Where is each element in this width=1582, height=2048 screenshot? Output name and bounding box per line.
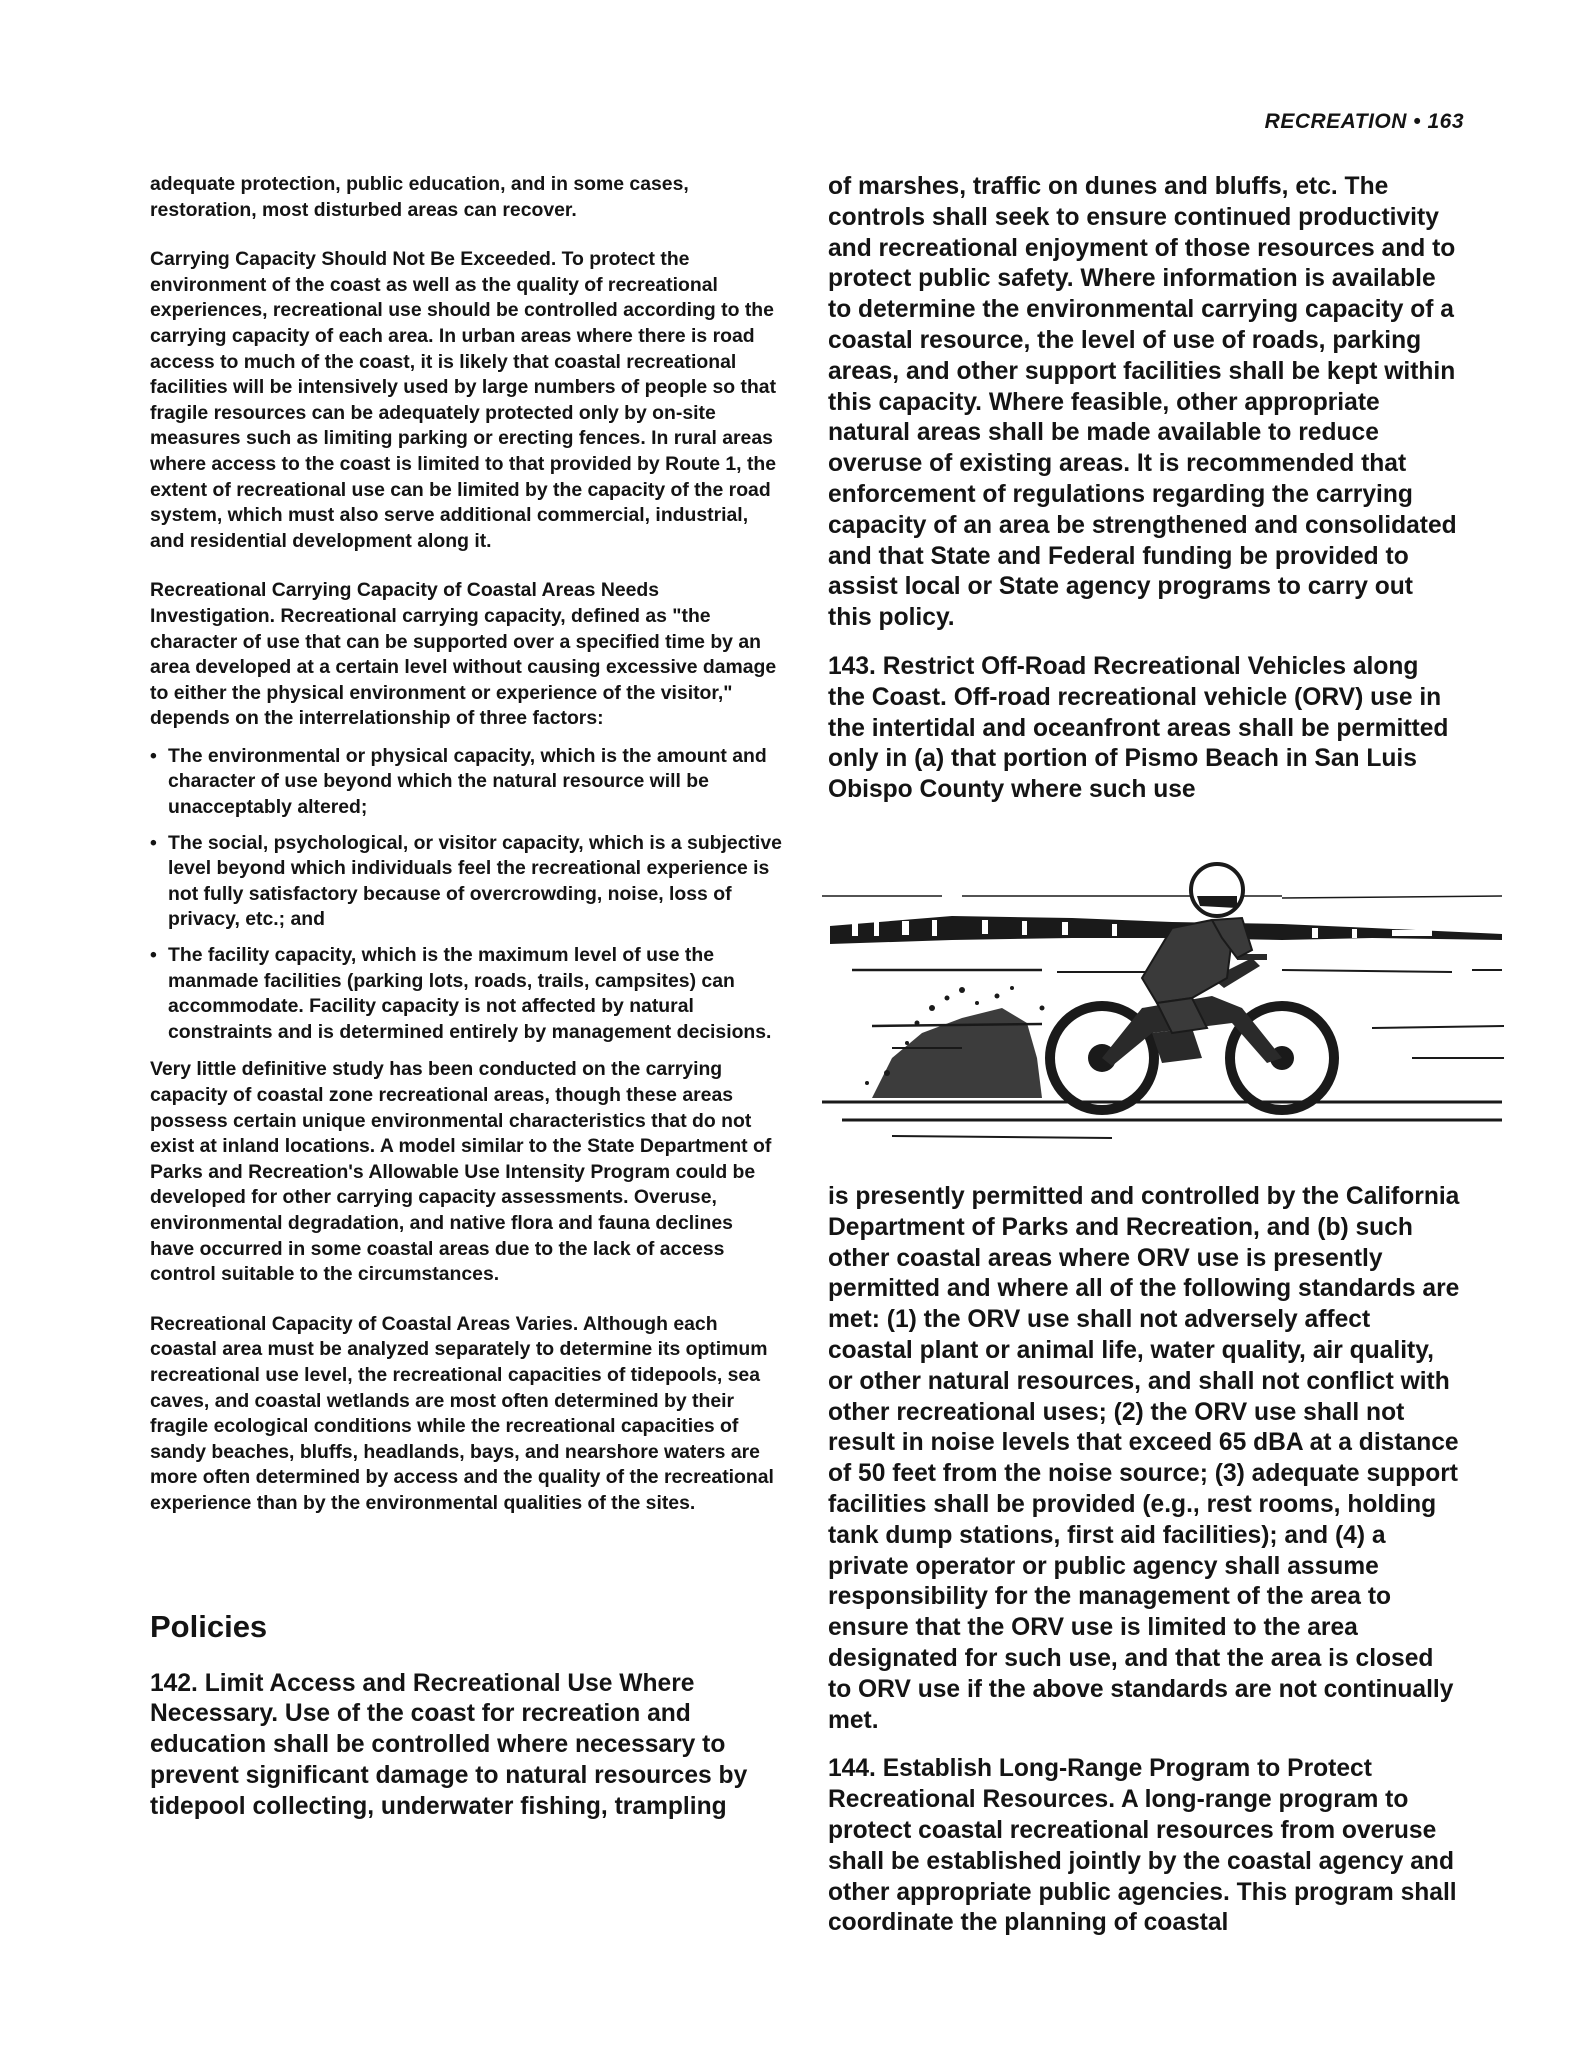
section-heading: Recreational Capacity of Coastal Areas Varies. xyxy=(150,1312,579,1335)
policy-143-continued: is presently permitted and controlled by the California Department of Parks and Recreation, and (b) such other coastal areas where ORV use is presently permitted and where all of the following standards are met: (1) the ORV use shall not adversely affect coastal plant or animal life, water quality, air quality, or other natural resources, and shall not conflict with other recreational uses; (2) the ORV use shall not result in noise levels that exceed 65 dBA at a distance of 50 feet from the noise source; (3) adequate support facilities shall be provided (e.g., rest rooms, holding tank dump stations, first aid facilities); and (4) a private operator or public agency shall assume responsibility for the management of the area to ensure that the ORV use is limited to the area designated for such use, and that the area is closed to ORV use if the above standards are not continually met. xyxy=(828,1183,1460,1734)
policy-142-continued: of marshes, traffic on dunes and bluffs, etc. The controls shall seek to ensure continued productivity and recreational enjoyment of those resources and to protect public safety. Where information is available to determine the environmental carrying capacity of a coastal resource, the level of use of roads, parking areas, and other support facilities shall be kept within this capacity. Where feasible, other appropriate natural areas shall be made available to reduce overuse of existing areas. It is recommended that enforcement of regulations regarding the carrying capacity of an area be strengthened and consolidated and that State and Federal funding be provided to assist local or State agency programs to carry out this policy. xyxy=(828,173,1457,632)
paragraph-carrying-capacity xyxy=(150,247,782,554)
policy-142 xyxy=(150,1669,782,1823)
policy-body: A long-range program to protect coastal recreational resources from overuse shall be established jointly by the coastal agency and other appropriate public agencies. This program shall coordinate the planning of coastal xyxy=(828,1786,1457,1937)
section-body: To protect the environment of the coast as well as the quality of recreational experiences, recreational use should be controlled according to the carrying capacity of each area. In urban areas where there is road access to much of the coast, it is likely that coastal recreational facilities will be intensively used by large numbers of people so that fragile resources can be adequately protected only by on-site measures such as limiting parking or erecting fences. In rural areas where access to the coast is limited to that provided by Route 1, the extent of recreational use can be limited by the capacity of the road system, which must also serve additional commercial, industrial, and residential development along it. xyxy=(150,248,777,552)
section-body: Recreational carrying capacity, defined as "the character of use that can be supported over a specified time by an area developed at a certain level without causing excessive damage to either the physical environment or experience of the visitor," depends on the interrelationship of three factors: xyxy=(150,604,777,730)
list-item xyxy=(150,831,782,933)
motorcycle-illustration xyxy=(812,858,1504,1158)
running-head: RECREATION • 163 xyxy=(1264,110,1464,133)
section-heading: Carrying Capacity Should Not Be Exceeded. xyxy=(150,248,557,271)
list-item xyxy=(150,943,782,1045)
policy-143 xyxy=(828,652,1460,806)
paragraph-intro: adequate protection, public education, and in some cases, restoration, most disturbed areas can recover. xyxy=(150,173,689,221)
paragraph-definitive-study: Very little definitive study has been conducted on the carrying capacity of coastal zone recreational areas, though these areas possess certain unique environmental characteristics that do not exist at inland locations. A model similar to the State Department of Parks and Recreation's Allowable Use Intensity Program could be developed for other carrying capacity assessments. Overuse, environmental degradation, and native flora and fauna declines have occurred in some coastal areas due to the lack of access control suitable to the circumstances. xyxy=(150,1058,772,1286)
policy-body: Use of the coast for recreation and education shall be controlled where necessary to prevent significant damage to natural resources by tidepool collecting, underwater fishing, trampling xyxy=(150,1700,748,1820)
right-column xyxy=(828,172,1460,806)
bullet-icon: • xyxy=(150,744,157,767)
list-item-text: The environmental or physical capacity, which is the amount and character of use beyond which the natural resource will be unacceptably altered; xyxy=(168,744,767,819)
left-column xyxy=(150,172,782,1822)
capacity-factor-list xyxy=(150,744,782,1046)
bullet-icon: • xyxy=(150,944,157,967)
list-item-text: The facility capacity, which is the maximum level of use the manmade facilities (parking lots, roads, trails, campsites) can accommodate. Facility capacity is not affected by natural constraints and is determined entirely by management decisions. xyxy=(168,944,772,1043)
policy-heading: 142. Limit Access and Recreational Use Where Necessary. xyxy=(150,1669,695,1728)
policies-title: Policies xyxy=(150,1608,268,1644)
section-body: Although each coastal area must be analyzed separately to determine its optimum recreational use level, the recreational capacities of tidepools, sea caves, and coastal wetlands are most often determined by their fragile ecological conditions while the recreational capacities of sandy beaches, bluffs, headlands, bays, and nearshore waters are more often determined by access and the quality of the recreational experience than by the environmental qualities of the sites. xyxy=(150,1312,774,1514)
section-heading: Recreational Carrying Capacity of Coastal Areas Needs Investigation. xyxy=(150,579,660,627)
motorcycle-rider-icon xyxy=(812,858,1504,1158)
policy-body: Off-road recreational vehicle (ORV) use in the intertidal and oceanfront areas shall be permitted only in (a) that portion of Pismo Beach in San Luis Obispo County where such use xyxy=(828,683,1449,804)
list-item xyxy=(150,744,782,821)
policy-heading: 143. Restrict Off-Road Recreational Vehicles along the Coast. xyxy=(828,652,1419,711)
policy-144 xyxy=(828,1754,1460,1939)
right-column-lower xyxy=(828,1182,1460,1939)
policy-heading: 144. Establish Long-Range Program to Protect Recreational Resources. xyxy=(828,1755,1372,1814)
list-item-text: The social, psychological, or visitor capacity, which is a subjective level beyond which individuals feel the recreational experience is not fully satisfactory because of overcrowding, noise, loss of privacy, etc.; and xyxy=(168,831,782,931)
bullet-icon: • xyxy=(150,831,157,854)
paragraph-needs-investigation xyxy=(150,578,782,732)
paragraph-capacity-varies xyxy=(150,1312,782,1517)
